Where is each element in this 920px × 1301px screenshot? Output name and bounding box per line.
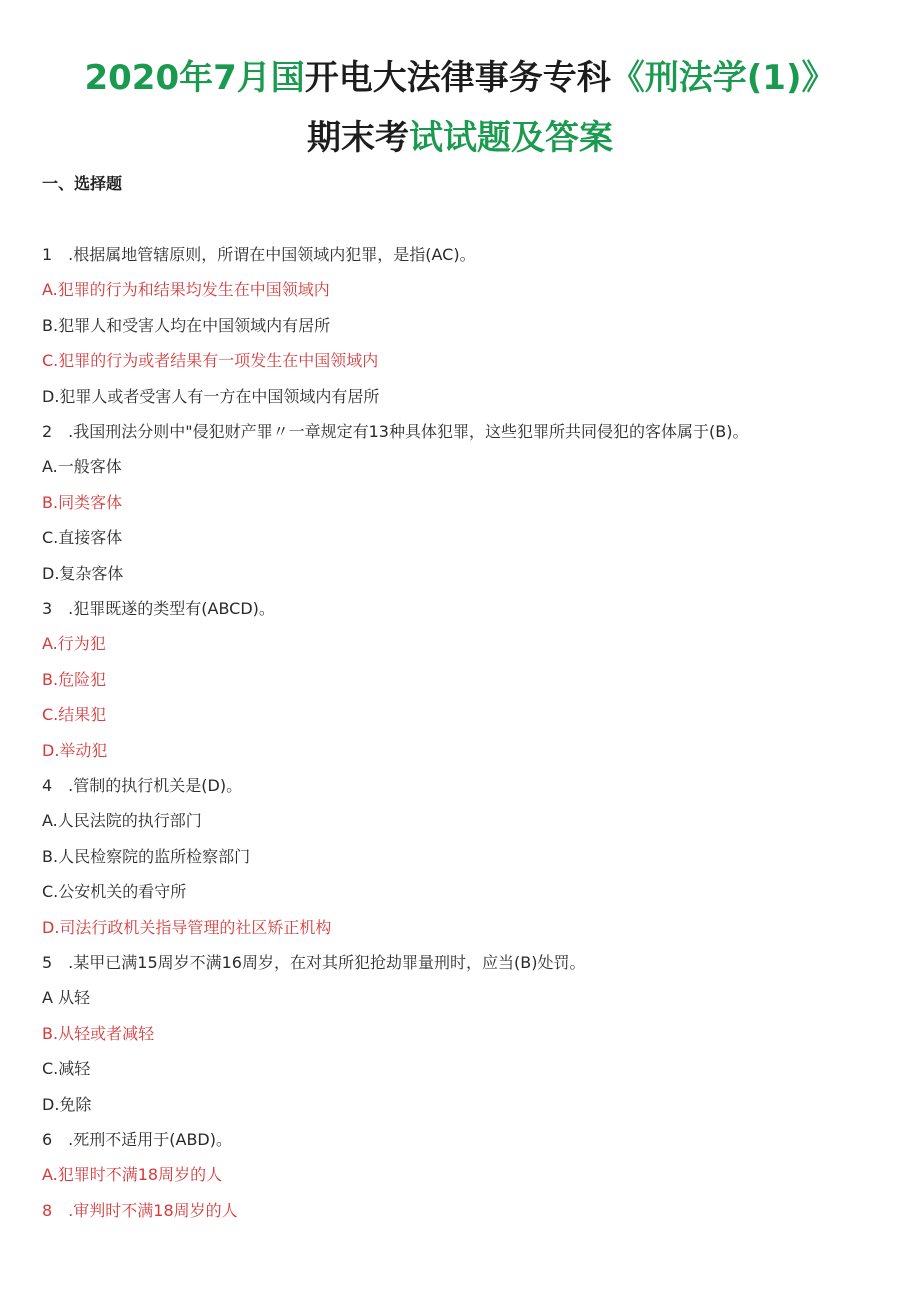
question-text: 3 .犯罪既遂的类型有(ABCD)。 [42,599,275,618]
question-text: 2 .我国刑法分则中"侵犯财产罪〃一章规定有13种具体犯罪，这些犯罪所共同侵犯的客体属于(B)。 [42,422,749,441]
answer-option: A.犯罪时不满18周岁的人 [42,1165,223,1185]
title-segment: 2020年7月国 [84,58,305,98]
question-text: D.复杂客体 [42,563,124,583]
document-title-line-1 [0,56,920,100]
question-text: C.直接客体 [42,528,123,548]
answer-option: D.举动犯 [42,740,108,760]
title-segment: 开电大法律事务专科 [304,58,611,98]
question-text: D.犯罪人或者受害人有一方在中国领域内有居所 [42,386,380,406]
answer-option: C.结果犯 [42,705,107,725]
question-text: A.一般客体 [42,457,122,477]
answer-option: B.危险犯 [42,669,107,689]
answer-option: C.犯罪的行为或者结果有一项发生在中国领域内 [42,351,379,371]
section-heading: 一、选择题 [42,174,123,193]
question-text: B.人民检察院的监所检察部门 [42,846,251,866]
answer-option: B.从轻或者减轻 [42,1023,155,1043]
question-text: C.减轻 [42,1059,91,1079]
answer-option: 8 .审判时不满18周岁的人 [42,1200,238,1220]
question-text: 5 .某甲已满15周岁不满16周岁，在对其所犯抢劫罪量刑时，应当(B)处罚。 [42,953,586,972]
answer-option: A.行为犯 [42,634,106,654]
question-text: D.免除 [42,1094,92,1114]
question-text: 1 .根据属地管辖原则，所谓在中国领域内犯罪，是指(AC)。 [42,245,476,264]
question-text: 4 .管制的执行机关是(D)。 [42,776,243,795]
question-text: 6 .死刑不适用于(ABD)。 [42,1130,232,1149]
answer-option: D.司法行政机关指导管理的社区矫正机构 [42,917,332,937]
answer-option: A.犯罪的行为和结果均发生在中国领域内 [42,280,330,300]
title-segment: 《刑法学(1)》 [610,58,836,98]
title-segment: 期末考 [307,118,409,158]
question-text: A 从轻 [42,988,91,1008]
question-text: C.公安机关的看守所 [42,882,187,902]
question-text: B.犯罪人和受害人均在中国领域内有居所 [42,315,331,335]
question-text: A.人民法院的执行部门 [42,811,202,831]
answer-option: B.同类客体 [42,492,123,512]
document-title-line-2 [0,116,920,160]
title-segment: 试试题及答案 [409,118,613,158]
